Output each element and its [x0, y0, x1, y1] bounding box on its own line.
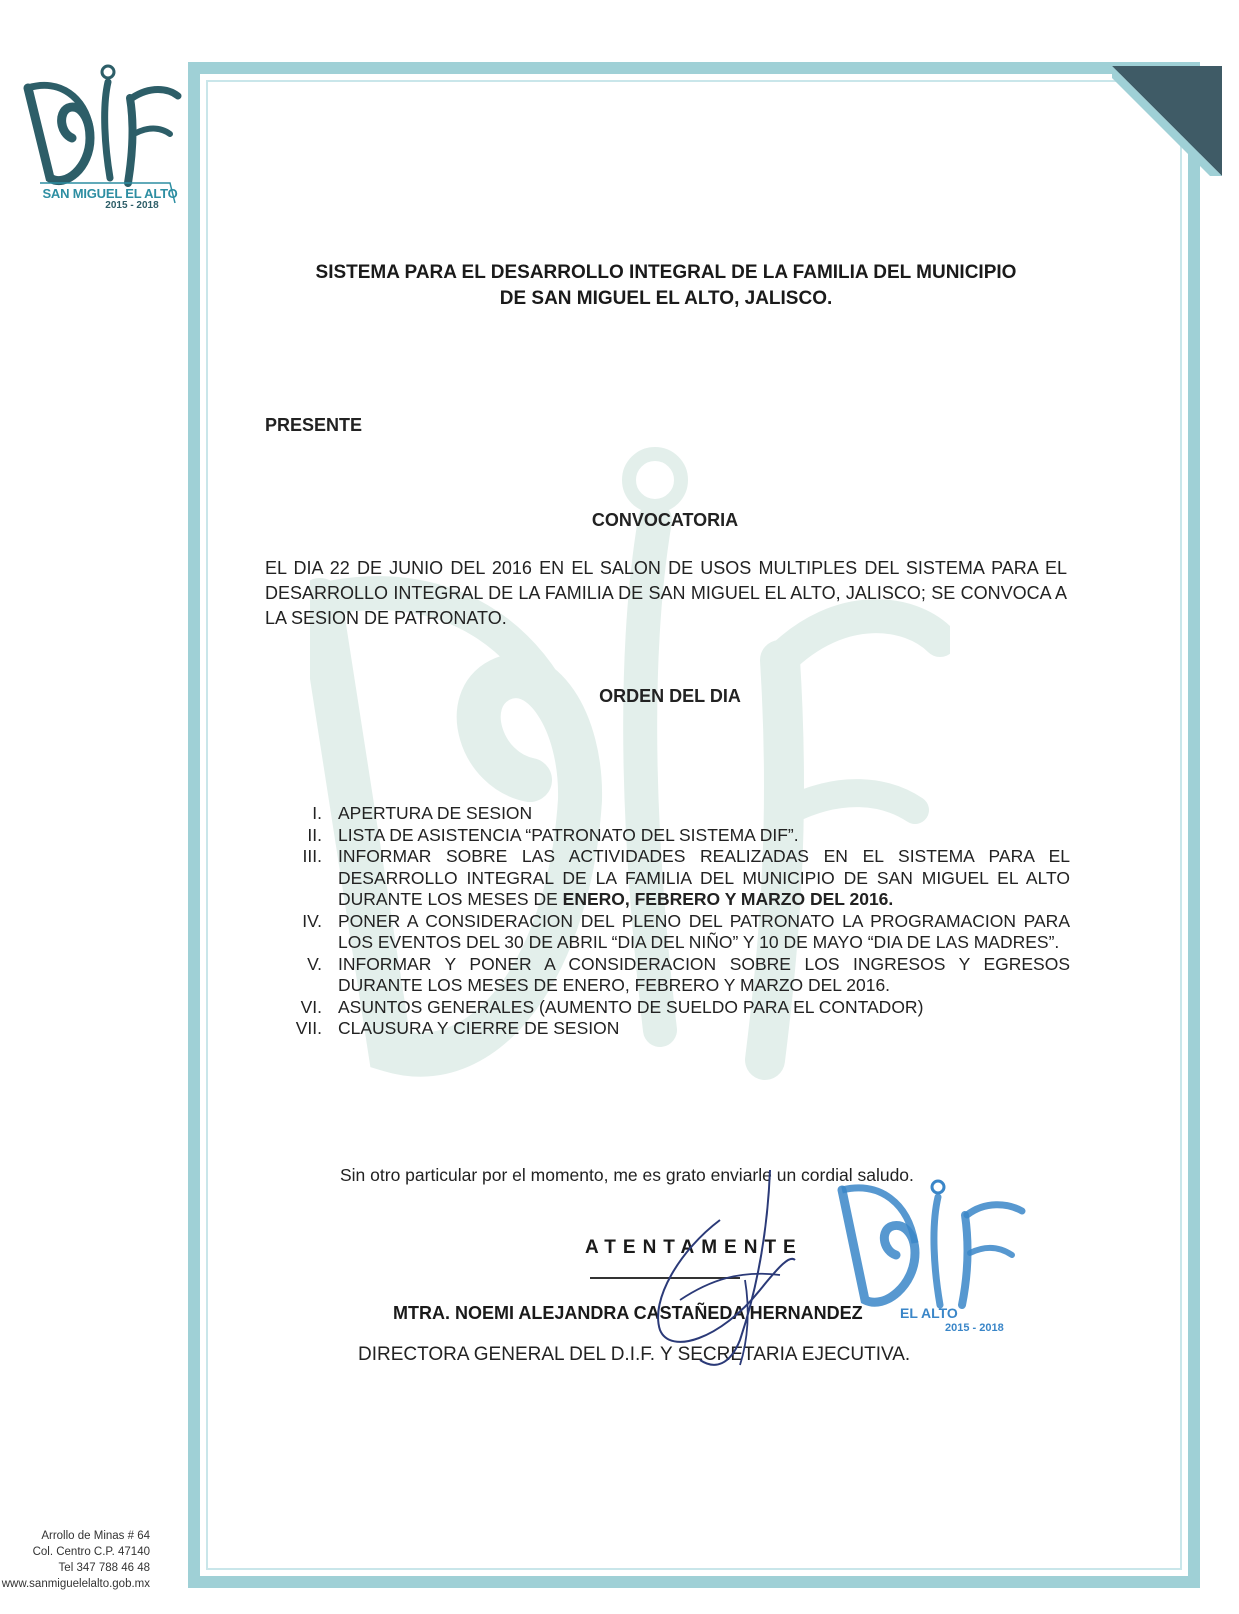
agenda-text-regular: INFORMAR SOBRE LAS ACTIVIDADES REALIZADAS EN EL SISTEMA PARA EL DESARROLLO INTEGRAL DE LA FAMILIA DEL MUNICIPIO DE SAN MIGUEL EL ALTO DURANTE LOS MESES DE [338, 846, 1070, 909]
agenda-text: INFORMAR Y PONER A CONSIDERACION SOBRE LOS INGRESOS Y EGRESOS DURANTE LOS MESES DE ENERO, FEBRERO Y MARZO DEL 2016. [338, 953, 1070, 995]
agenda-item [270, 846, 1070, 911]
agenda-text: CLAUSURA Y CIERRE DE SESION [338, 1018, 620, 1038]
signer-name: MTRA. NOEMI ALEJANDRA CASTAÑEDA HERNANDEZ [393, 1303, 863, 1323]
logo-years: 2015 - 2018 [105, 200, 159, 211]
section-heading-convocatoria: CONVOCATORIA [591, 510, 739, 530]
agenda-number: VI. [300, 996, 322, 1017]
agenda-text: ASUNTOS GENERALES (AUMENTO DE SUELDO PARA EL CONTADOR) [338, 996, 924, 1017]
address-street: Arrollo de Minas # 64 [41, 1530, 150, 1542]
address-website: www.sanmiguelelalto.gob.mx [1, 1578, 150, 1590]
agenda-text: LISTA DE ASISTENCIA “PATRONATO DEL SISTEMA DIF”. [338, 824, 799, 845]
agenda-number: III. [302, 846, 322, 866]
body-paragraph: EL DIA 22 DE JUNIO DEL 2016 EN EL SALON DE USOS MULTIPLES DEL SISTEMA PARA EL DESARROLLO INTEGRAL DE LA FAMILIA DE SAN MIGUEL EL ALTO, JALISCO; SE CONVOCA A LA SESION DE PATRONATO. [265, 558, 1067, 628]
stamp-years: 2015 - 2018 [945, 1322, 1004, 1334]
stamp-subtitle: EL ALTO [900, 1305, 958, 1321]
agenda-list [270, 803, 1070, 1040]
agenda-item [270, 1018, 1070, 1040]
closing-line: Sin otro particular por el momento, me es grato enviarle un cordial saludo. [340, 1165, 914, 1185]
agenda-number: I. [312, 803, 322, 823]
agenda-text: PONER A CONSIDERACION DEL PLENO DEL PATRONATO LA PROGRAMACION PARA LOS EVENTOS DEL 30 DE ABRIL “DIA DEL NIÑO” Y 10 DE MAYO “DIA DE LAS MADRES”. [338, 910, 1070, 952]
agenda-text: APERTURA DE SESION [338, 803, 533, 823]
logo-subtitle: SAN MIGUEL EL ALTO [42, 186, 178, 201]
document-title [262, 260, 1070, 312]
agenda-text-bold: ENERO, FEBRERO Y MARZO DEL 2016. [562, 889, 894, 909]
agenda-item [270, 997, 1070, 1019]
signer-position: DIRECTORA GENERAL DEL D.I.F. Y SECRETARIA EJECUTIVA. [358, 1344, 911, 1365]
handwritten-signature [620, 1160, 820, 1380]
title-line-1: SISTEMA PARA EL DESARROLLO INTEGRAL DE LA FAMILIA DEL MUNICIPIO [315, 262, 1017, 283]
agenda-number: II. [307, 824, 322, 845]
address-phone: Tel 347 788 46 48 [58, 1562, 150, 1574]
corner-decoration [1112, 66, 1222, 176]
agenda-item [270, 911, 1070, 954]
atentamente-label: ATENTAMENTE [585, 1237, 803, 1258]
agenda-item [270, 825, 1070, 847]
agenda-number: VII. [295, 1018, 322, 1038]
salutation: PRESENTE [265, 415, 363, 435]
agenda-text [338, 846, 1070, 911]
footer-address [0, 1528, 150, 1592]
section-heading-orden: ORDEN DEL DIA [599, 686, 741, 706]
title-line-2: DE SAN MIGUEL EL ALTO, JALISCO. [499, 288, 833, 309]
agenda-number: IV. [302, 910, 322, 931]
agenda-item [270, 803, 1070, 825]
agenda-item [270, 954, 1070, 997]
agenda-number: V. [307, 953, 322, 974]
address-colony: Col. Centro C.P. 47140 [32, 1546, 150, 1558]
